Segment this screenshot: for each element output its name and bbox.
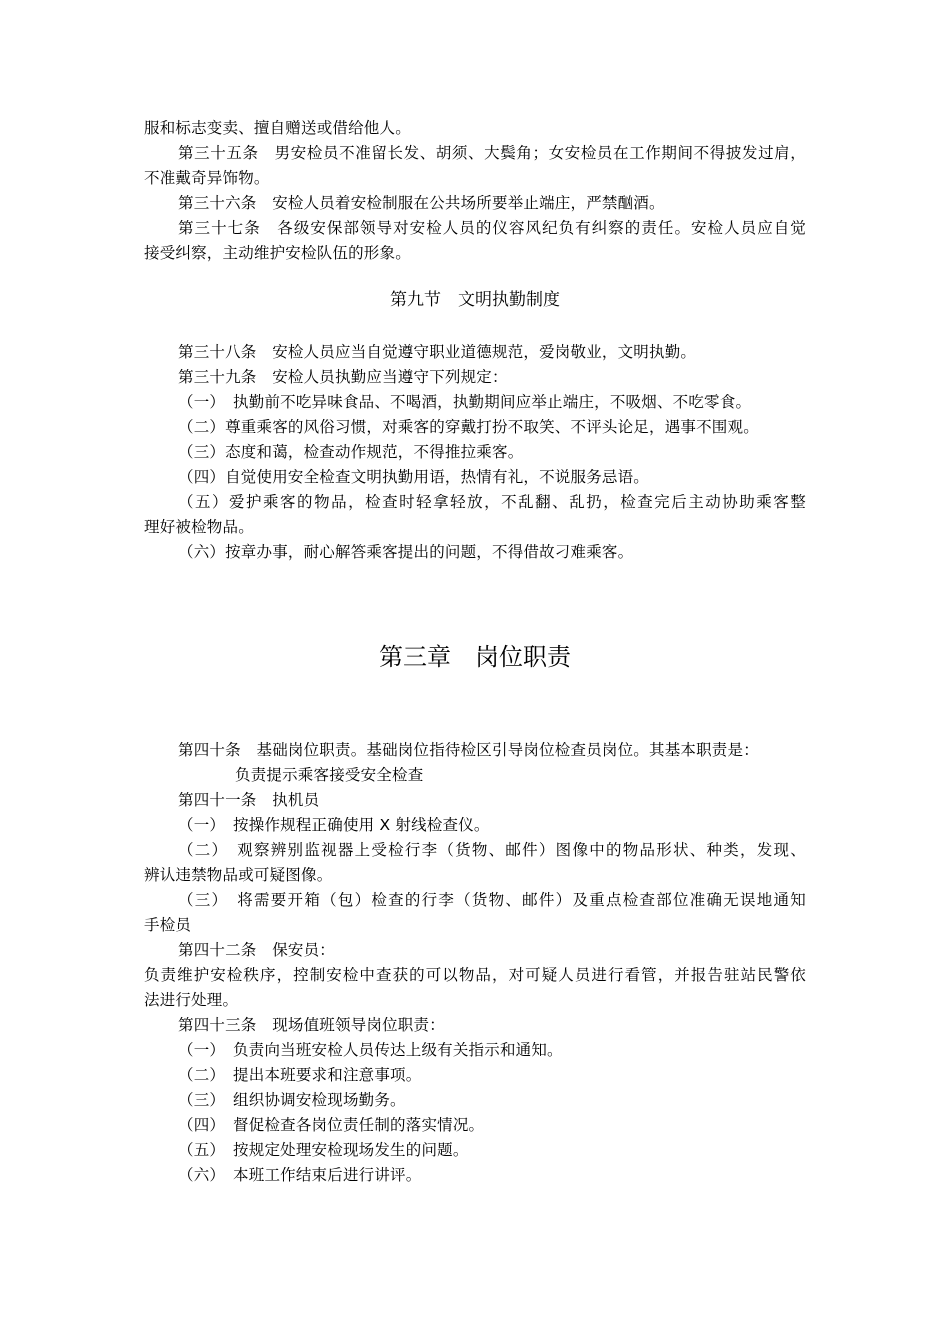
text-line: 负责维护安检秩序，控制安检中查获的可以物品，对可疑人员进行看管，并报告驻站民警依	[144, 966, 806, 984]
list-item: （五）爱护乘客的物品，检查时轻拿轻放，不乱翻、乱扔，检查完后主动协助乘客整	[178, 493, 806, 511]
list-item: （三） 将需要开箱（包）检查的行李（货物、邮件）及重点检查部位准确无误地通知	[178, 891, 806, 909]
list-item: （六）按章办事，耐心解答乘客提出的问题，不得借故刁难乘客。	[178, 543, 634, 561]
text-line: 不准戴奇异饰物。	[144, 169, 270, 187]
text-line: 第四十条 基础岗位职责。基础岗位指待检区引导岗位检查员岗位。其基本职责是：	[178, 741, 759, 759]
text-line: 第四十一条 执机员	[178, 791, 320, 809]
list-item: （三）态度和蔼，检查动作规范，不得推拉乘客。	[178, 443, 524, 461]
text-line: 第三十六条 安检人员着安检制服在公共场所要举止端庄，严禁酗酒。	[178, 194, 665, 212]
list-item: （二） 观察辨别监视器上受检行李（货物、邮件）图像中的物品形状、种类，发现、	[178, 841, 806, 859]
list-item: （二）尊重乘客的风俗习惯，对乘客的穿戴打扮不取笑、不评头论足，遇事不围观。	[178, 418, 759, 436]
section-title: 第九节 文明执勤制度	[390, 290, 560, 310]
text-line: 第三十七条 各级安保部领导对安检人员的仪容风纪负有纠察的责任。安检人员应自觉	[178, 219, 806, 237]
text-line: 第三十五条 男安检员不准留长发、胡须、大鬓角；女安检员在工作期间不得披发过肩，	[178, 144, 806, 162]
text-line: 第四十三条 现场值班领导岗位职责：	[178, 1016, 445, 1034]
list-item: （四）自觉使用安全检查文明执勤用语，热情有礼，不说服务忌语。	[178, 468, 650, 486]
text-line: 法进行处理。	[144, 991, 239, 1009]
list-item: （六） 本班工作结束后进行讲评。	[178, 1166, 422, 1184]
text-line: 辨认违禁物品或可疑图像。	[144, 866, 333, 884]
chapter-title: 第三章 岗位职责	[379, 643, 571, 671]
text-line: 第四十二条 保安员：	[178, 941, 336, 959]
list-item: （一） 按操作规程正确使用 X 射线检查仪。	[178, 816, 490, 834]
list-item: （二） 提出本班要求和注意事项。	[178, 1066, 422, 1084]
text-line: 手检员	[144, 916, 192, 934]
text-line: 负责提示乘客接受安全检查	[235, 766, 424, 784]
list-item: （四） 督促检查各岗位责任制的落实情况。	[178, 1116, 485, 1134]
text-line: 服和标志变卖、擅自赠送或借给他人。	[144, 119, 411, 137]
text-line: 接受纠察，主动维护安检队伍的形象。	[144, 244, 411, 262]
text-line: 第三十八条 安检人员应当自觉遵守职业道德规范，爱岗敬业，文明执勤。	[178, 343, 697, 361]
list-item: （三） 组织协调安检现场勤务。	[178, 1091, 406, 1109]
text-line: 理好被检物品。	[144, 518, 254, 536]
list-item: （一） 执勤前不吃异味食品、不喝酒，执勤期间应举止端庄，不吸烟、不吃零食。	[178, 393, 752, 411]
text-line: 第三十九条 安检人员执勤应当遵守下列规定：	[178, 368, 508, 386]
list-item: （一） 负责向当班安检人员传达上级有关指示和通知。	[178, 1041, 563, 1059]
list-item: （五） 按规定处理安检现场发生的问题。	[178, 1141, 469, 1159]
